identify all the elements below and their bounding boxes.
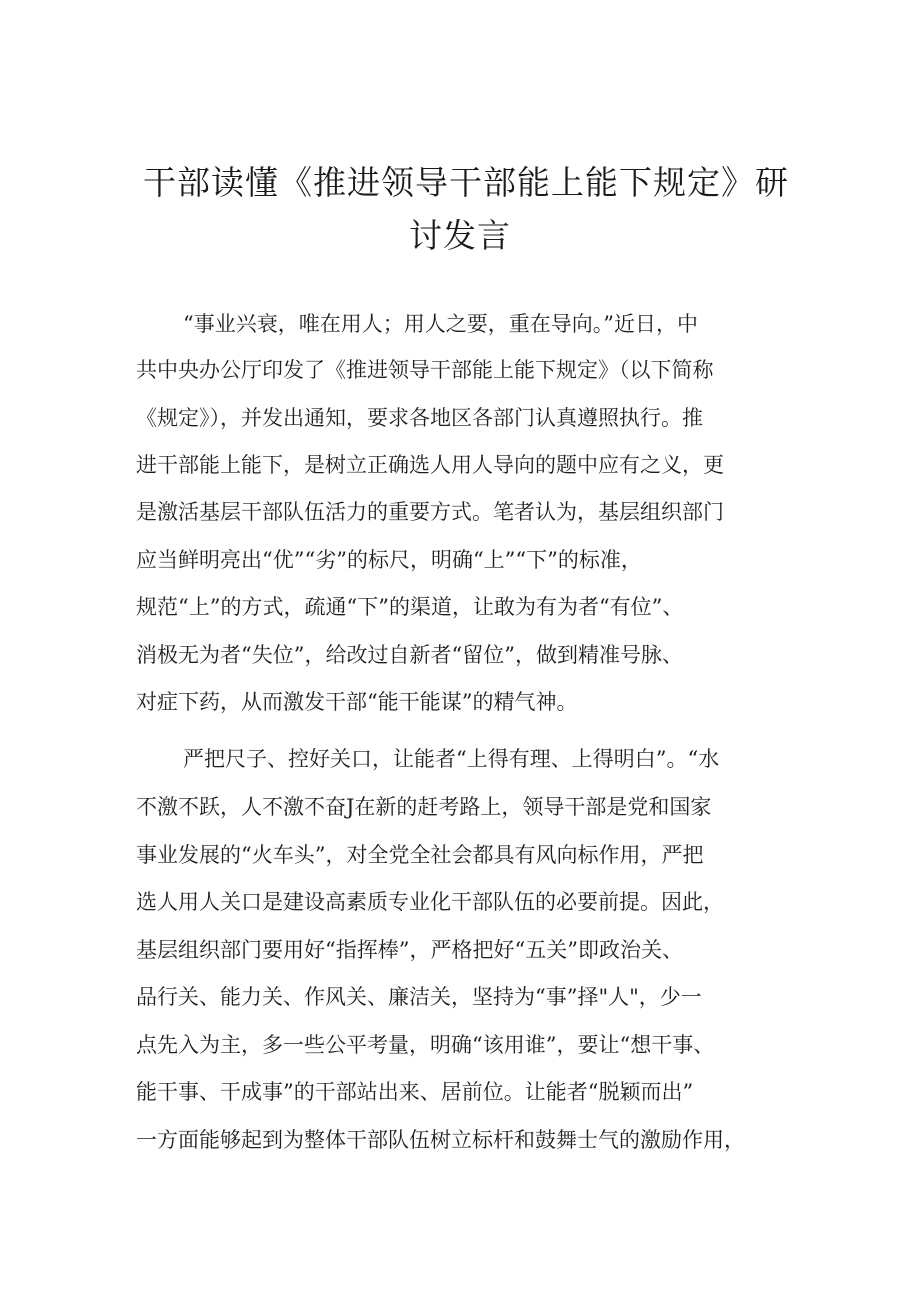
- body-line: 不激不跃，人不激不奋J在新的赶考路上，领导干部是党和国家: [136, 795, 712, 819]
- body-line: 点先入为主，多一些公平考量，明确“该用谁”，要让“想干事、: [136, 1033, 715, 1057]
- body-line: 事业发展的“火车头”，对全党全社会都具有风向标作用，严把: [136, 843, 704, 867]
- body-line: 选人用人关口是建设高素质专业化干部队伍的必要前提。因此，: [136, 890, 724, 914]
- body-line: 应当鲜明亮出“优”“劣”的标尺，明确“上”“下”的标准，: [136, 548, 642, 572]
- body-line: 能干事、干成事”的干部站出来、居前位。让能者“脱颖而出”: [136, 1080, 694, 1104]
- document-title-line-2: 讨发言: [409, 216, 511, 255]
- body-line: 品行关、能力关、作风关、廉洁关，坚持为“事”择"人"，少一: [136, 985, 702, 1009]
- body-line: 规范“上”的方式，疏通“下”的渠道，让敢为有为者“有位”、: [136, 595, 684, 619]
- body-line: 《规定》），并发出通知，要求各地区各部门认真遵照执行。推: [136, 406, 703, 430]
- document-title-line-1: 干部读懂《推进领导干部能上能下规定》研: [143, 163, 789, 202]
- body-line: 基层组织部门要用好“指挥棒”，严格把好“五关”即政治关、: [136, 938, 683, 962]
- body-line: 一方面能够起到为整体干部队伍树立标杆和鼓舞士气的激励作用，: [136, 1128, 745, 1152]
- body-line: 对症下药，从而激发干部“能干能谋”的精气神。: [136, 690, 578, 714]
- body-line: 是激活基层干部队伍活力的重要方式。笔者认为，基层组织部门: [136, 500, 724, 524]
- body-line: 共中央办公厅印发了《推进领导干部能上能下规定》（以下简称: [136, 358, 714, 382]
- body-line: 进干部能上能下，是树立正确选人用人导向的题中应有之义，更: [136, 453, 724, 477]
- body-line: “事业兴衰，唯在用人；用人之要，重在导向。”近日，中: [183, 312, 698, 336]
- body-line: 消极无为者“失位”，给改过自新者“留位”，做到精准号脉、: [136, 643, 683, 667]
- body-line: 严把尺子、控好关口，让能者“上得有理、上得明白”。“水: [183, 747, 720, 771]
